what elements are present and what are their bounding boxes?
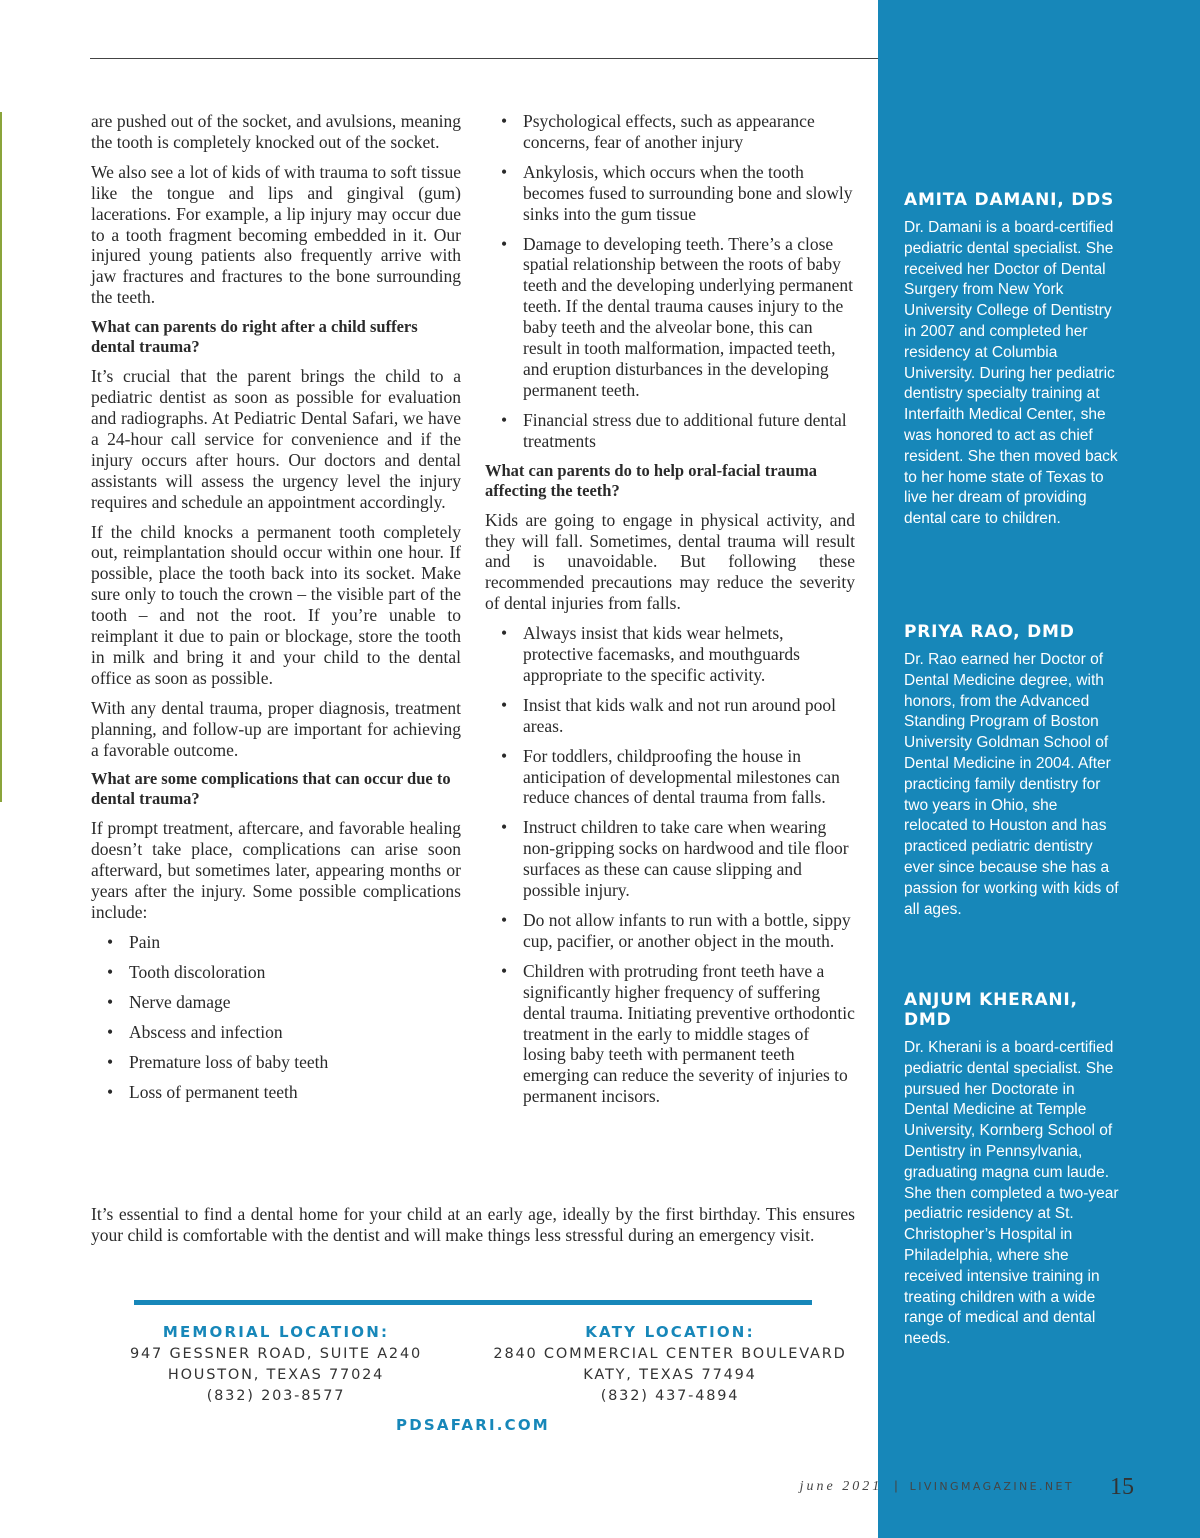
bio-name: ANJUM KHERANI, DMD	[904, 990, 1078, 1030]
paragraph: If prompt treatment, aftercare, and favorable healing doesn’t take place, complications can arise soon afterward, but sometimes later, appearing months or years after the injury. Some possible complications include:	[91, 818, 461, 923]
left-edge-mark	[0, 112, 2, 802]
section-heading: What can parents do right after a child suffers dental trauma?	[91, 317, 418, 357]
bio-text: Dr. Rao earned her Doctor of Dental Medicine degree, with honors, from the Advanced Standing Program of Boston University Goldman School of Dental Medicine in 2004. After practicing family dentistry for two years in Ohio, she relocated to Houston and has practiced pediatric dentistry ever since because she has a passion for working with kids of all ages.	[904, 651, 1119, 918]
section-heading: What are some complications that can occur due to dental trauma?	[91, 769, 451, 809]
phone-number[interactable]: (832) 203-8577	[206, 1388, 346, 1404]
paragraph: With any dental trauma, proper diagnosis, treatment planning, and follow-up are important for achieving a favorable outcome.	[91, 697, 461, 760]
list-item: • Do not allow infants to run with a bottle, sippy cup, pacifier, or another object in the mouth.	[485, 910, 855, 952]
address-line: KATY, TEXAS 77494	[583, 1367, 757, 1383]
list-item: • Insist that kids walk and not run around pool areas.	[485, 695, 855, 737]
list-item: • Always insist that kids wear helmets, protective facemasks, and mouthguards appropriate to the specific activity.	[485, 623, 855, 686]
list-item: • For toddlers, childproofing the house in anticipation of developmental milestones can reduce chances of dental trauma from falls.	[485, 746, 855, 809]
location-title: MEMORIAL LOCATION:	[162, 1323, 390, 1341]
address-line: 2840 COMMERCIAL CENTER BOULEVARD	[493, 1346, 847, 1362]
address-line: HOUSTON, TEXAS 77024	[167, 1367, 385, 1383]
list-item: • Psychological effects, such as appearance concerns, fear of another injury	[485, 111, 855, 153]
list-item: • Damage to developing teeth. There’s a close spatial relationship between the roots of baby teeth and the developing underlying permanent teeth. If the dental trauma causes injury to the baby teeth and the alveolar bone, this can result in tooth malformation, impacted teeth, and eruption disturbances in the developing permanent teeth.	[485, 234, 855, 401]
list-item: • Financial stress due to additional future dental treatments	[485, 410, 855, 452]
bio-name: PRIYA RAO, DMD	[904, 622, 1075, 642]
website-link[interactable]: PDSAFARI.COM	[396, 1416, 550, 1434]
bio-damani	[904, 190, 1120, 530]
complications-list-continued	[485, 111, 855, 452]
closing-paragraph: It’s essential to find a dental home for your child at an early age, ideally by the first birthday. This ensures your child is comfortable with the dentist and will make things less stressful during an emergency visit.	[91, 1204, 855, 1245]
phone-number[interactable]: (832) 437-4894	[600, 1388, 740, 1404]
list-item: • Loss of permanent teeth	[91, 1082, 461, 1103]
list-item: • Instruct children to take care when wearing non-gripping socks on hardwood and tile floor surfaces as these can cause slipping and possible injury.	[485, 817, 855, 901]
top-rule	[90, 58, 878, 59]
list-item: • Children with protruding front teeth have a significantly higher frequency of suffering dental trauma. Initiating preventive orthodontic treatment in the early to middle stages of losing baby teeth with permanent teeth emerging can reduce the severity of injuries to permanent incisors.	[485, 961, 855, 1107]
paragraph: are pushed out of the socket, and avulsions, meaning the tooth is completely knocked out of the socket.	[91, 111, 461, 152]
memorial-location	[120, 1323, 432, 1407]
location-title: KATY LOCATION:	[585, 1323, 755, 1341]
bio-text: Dr. Kherani is a board-certified pediatric dental specialist. She pursued her Doctorate in Dental Medicine at Temple University, Kornberg School of Dentistry in Pennsylvania, graduating magna cum laude. She then completed a two-year pediatric residency at St. Christopher’s Hospital in Philadelphia, where she received intensive training in treating children with a wide range of medical and dental needs.	[904, 1039, 1119, 1348]
bio-rao	[904, 622, 1120, 920]
list-item: • Premature loss of baby teeth	[91, 1052, 461, 1073]
issue-date: june 2021	[799, 1479, 883, 1494]
paragraph: We also see a lot of kids of with trauma to soft tissue like the tongue and lips and gingival (gum) lacerations. For example, a lip injury may occur due to a tooth fragment becoming embedded in it. Our injured young patients also frequently arrive with jaw fractures and fractures to the bone surrounding the teeth.	[91, 161, 461, 308]
paragraph: Kids are going to engage in physical activity, and they will fall. Sometimes, dental trauma will result and is unavoidable. But following these recommended precautions may reduce the severity of dental injuries from falls.	[485, 509, 855, 614]
locations-divider	[134, 1300, 812, 1305]
address-line: 947 GESSNER ROAD, SUITE A240	[129, 1346, 423, 1362]
magazine-url[interactable]: LIVINGMAGAZINE.NET	[909, 1480, 1074, 1493]
article-column-2	[485, 111, 855, 1116]
list-item: • Pain	[91, 932, 461, 953]
list-item: • Nerve damage	[91, 992, 461, 1013]
precautions-list	[485, 623, 855, 1107]
paragraph: It’s crucial that the parent brings the child to a pediatric dentist as soon as possible for evaluation and radiographs. At Pediatric Dental Safari, we have a 24-hour call service for convenience and if the injury occurs after hours. Our doctors and dental assistants will assess the urgency level the injury requires and schedule an appointment accordingly.	[91, 366, 461, 512]
list-item: • Tooth discoloration	[91, 962, 461, 983]
page-number: 15	[1110, 1474, 1134, 1500]
katy-location	[490, 1323, 850, 1407]
bio-text: Dr. Damani is a board-certified pediatric dental specialist. She received her Doctor of Dental Surgery from New York University College of Dentistry in 2007 and completed her residency at Columbia University. During her pediatric dentistry specialty training at Interfaith Medical Center, she was honored to act as chief resident. She then moved back to her home state of Texas to live her dream of providing dental care to children.	[904, 219, 1118, 528]
bio-name: AMITA DAMANI, DDS	[904, 190, 1115, 210]
bio-kherani	[904, 990, 1120, 1350]
complications-list	[91, 932, 461, 1102]
footer-separator: |	[894, 1478, 898, 1493]
list-item: • Abscess and infection	[91, 1022, 461, 1043]
section-heading: What can parents do to help oral-facial trauma affecting the teeth?	[485, 460, 817, 500]
article-column-1	[91, 111, 461, 1111]
paragraph: If the child knocks a permanent tooth completely out, reimplantation should occur within one hour. If possible, place the tooth back into its socket. Make sure only to touch the crown – the visible part of the tooth – and not the root. If you’re unable to reimplant it due to pain or blockage, store the tooth in milk and bring it and your child to the dental office as soon as possible.	[91, 521, 461, 688]
page-footer	[800, 1478, 1074, 1495]
list-item: • Ankylosis, which occurs when the tooth becomes fused to surrounding bone and slowly sinks into the gum tissue	[485, 162, 855, 225]
